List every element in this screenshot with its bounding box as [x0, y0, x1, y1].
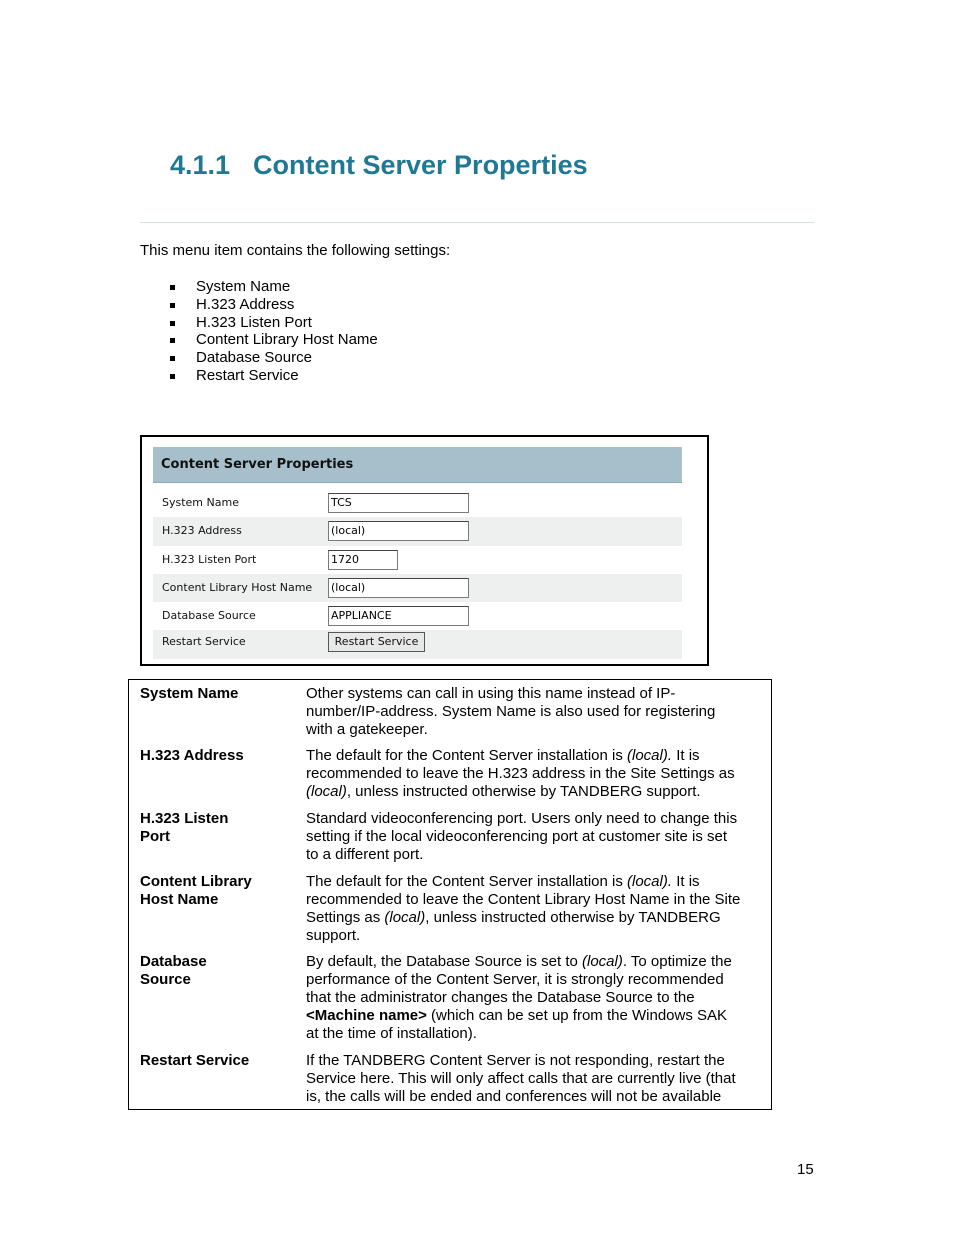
description-line — [306, 1088, 761, 1106]
text-run: Other systems can call in using this name instead of IP- — [306, 685, 676, 702]
bullet-icon — [170, 356, 175, 361]
properties-screenshot — [140, 435, 709, 666]
description-line — [306, 783, 761, 801]
system-name-input[interactable]: TCS — [328, 493, 469, 513]
database-source-input[interactable]: APPLIANCE — [328, 606, 469, 626]
text-run: , unless instructed otherwise by TANDBERG support. — [346, 783, 701, 800]
text-run: with a gatekeeper. — [306, 721, 428, 738]
section-title: Content Server Properties — [253, 150, 588, 180]
bullet-icon — [170, 374, 175, 379]
heading-rule — [140, 222, 814, 223]
property-row-database-source — [153, 602, 682, 630]
text-run: (local). — [627, 747, 673, 764]
intro-text: This menu item contains the following settings: — [140, 242, 451, 259]
description-line — [306, 927, 761, 945]
setting-term: Database Source — [140, 953, 207, 988]
description-line — [306, 1007, 761, 1025]
property-row-system-name — [153, 489, 682, 517]
description-line — [306, 989, 761, 1007]
settings-list — [168, 278, 378, 385]
text-run: Service here. This will only affect calls that are currently live (that — [306, 1070, 736, 1087]
text-run: performance of the Content Server, it is strongly recommended — [306, 971, 724, 988]
description-line — [306, 891, 761, 909]
description-line — [306, 1052, 761, 1070]
property-row-content-library-host-name — [153, 574, 682, 602]
h323-listen-port-input[interactable]: 1720 — [328, 550, 398, 570]
text-run: is, the calls will be ended and conferences will not be available — [306, 1088, 722, 1105]
text-run: It is — [672, 747, 700, 764]
list-item: Restart Service — [168, 367, 378, 385]
text-run: (local) — [384, 909, 426, 926]
setting-description — [306, 747, 761, 801]
page-number: 15 — [797, 1161, 814, 1178]
text-run: <Machine name> — [306, 1007, 427, 1024]
setting-term: System Name — [140, 685, 239, 702]
description-line — [306, 873, 761, 891]
description-line — [306, 953, 761, 971]
description-line — [306, 685, 761, 703]
text-run: support. — [306, 927, 361, 944]
setting-description — [306, 953, 761, 1043]
list-item: H.323 Address — [168, 296, 378, 314]
list-item: System Name — [168, 278, 378, 296]
text-run: recommended to leave the Content Library Host Name in the Site — [306, 891, 741, 908]
setting-description — [306, 1052, 761, 1106]
bullet-icon — [170, 285, 175, 290]
bullet-icon — [170, 338, 175, 343]
setting-term: H.323 Listen Port — [140, 810, 229, 845]
settings-description-table — [128, 679, 772, 1110]
text-run: . To optimize the — [622, 953, 732, 970]
property-label: Database Source — [162, 609, 256, 623]
description-line — [306, 846, 761, 864]
property-label: Restart Service — [162, 635, 246, 649]
setting-term: H.323 Address — [140, 747, 244, 764]
setting-term: Restart Service — [140, 1052, 250, 1069]
text-run: It is — [672, 873, 700, 890]
text-run: Standard videoconferencing port. Users only need to change this — [306, 810, 738, 827]
section-number: 4.1.1 — [170, 150, 231, 180]
text-run: By default, the Database Source is set to — [306, 953, 582, 970]
description-line — [306, 747, 761, 765]
text-run: (local) — [306, 783, 347, 800]
property-label: Content Library Host Name — [162, 580, 313, 594]
description-line — [306, 1025, 761, 1043]
setting-term: Content Library Host Name — [140, 873, 252, 908]
section-heading — [170, 150, 588, 181]
text-run: The default for the Content Server installation is — [306, 873, 628, 890]
description-line — [306, 721, 761, 739]
property-row-restart-service — [153, 630, 682, 658]
description-line — [306, 971, 761, 989]
text-run: (local) — [582, 953, 623, 970]
text-run: at the time of installation). — [306, 1025, 477, 1042]
property-label: H.323 Address — [162, 524, 242, 538]
text-run: (which can be set up from the Windows SAK — [426, 1007, 728, 1024]
setting-description — [306, 810, 761, 864]
description-line — [306, 810, 761, 828]
text-run: that the administrator changes the Database Source to the — [306, 989, 695, 1006]
text-run: Settings as — [306, 909, 385, 926]
property-label: System Name — [162, 496, 239, 509]
list-item: H.323 Listen Port — [168, 314, 378, 332]
text-run: number/IP-address. System Name is also used for registering — [306, 703, 716, 720]
setting-description — [306, 873, 761, 945]
description-line — [306, 765, 761, 783]
content-library-host-name-input[interactable]: (local) — [328, 578, 469, 598]
panel-title: Content Server Properties — [153, 447, 682, 483]
text-run: to a different port. — [306, 846, 424, 863]
h323-address-input[interactable]: (local) — [328, 521, 469, 541]
setting-description — [306, 685, 761, 739]
property-row-h323-listen-port — [153, 546, 682, 574]
restart-service-button[interactable]: Restart Service — [328, 632, 425, 652]
bullet-icon — [170, 321, 175, 326]
text-run: , unless instructed otherwise by TANDBERG — [425, 909, 721, 926]
text-run: The default for the Content Server installation is — [306, 747, 628, 764]
text-run: (local). — [627, 873, 673, 890]
description-line — [306, 828, 761, 846]
text-run: If the TANDBERG Content Server is not responding, restart the — [306, 1052, 725, 1069]
description-line — [306, 703, 761, 721]
text-run: setting if the local videoconferencing port at customer site is set — [306, 828, 728, 845]
property-label: H.323 Listen Port — [162, 552, 257, 566]
description-line — [306, 909, 761, 927]
text-run: recommended to leave the H.323 address in the Site Settings as — [306, 765, 735, 782]
property-row-h323-address — [153, 517, 682, 545]
properties-panel — [153, 447, 682, 659]
description-line — [306, 1070, 761, 1088]
list-item: Database Source — [168, 349, 378, 367]
bullet-icon — [170, 303, 175, 308]
list-item: Content Library Host Name — [168, 331, 378, 349]
